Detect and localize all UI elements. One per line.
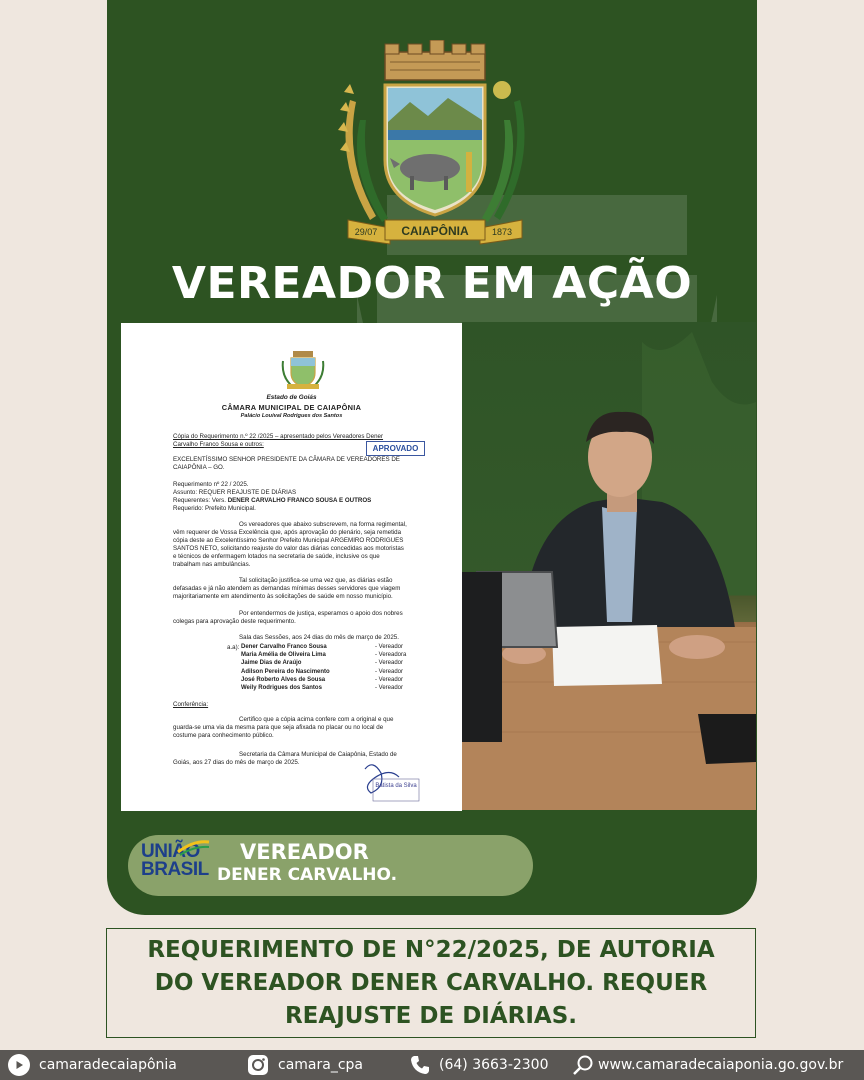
crest-date-left: 29/07 — [354, 227, 378, 237]
doc-para2-line: Tal solicitação justifica-se uma vez que, as diárias estão — [239, 577, 393, 584]
doc-secretary-line: Goiás, aos 27 dias do mês de março de 2025. — [173, 759, 300, 767]
footer-instagram[interactable] — [247, 1050, 363, 1080]
doc-para3-line: Por entendermos de justiça, esperamos o apoio dos nobres — [239, 610, 403, 617]
signatory-name: Jaime Dias de Araújo — [241, 660, 302, 667]
doc-state: Estado de Goiás — [266, 394, 317, 401]
doc-addressee-line-1: EXCELENTÍSSIMO SENHOR PRESIDENTE DA CÂMARA DE VEREADORES DE — [173, 456, 400, 463]
footer-phone[interactable] — [410, 1050, 549, 1080]
signatory-name: Maria Amélia de Oliveira Lima — [241, 652, 326, 659]
doc-para1-line: trabalham nas ambulâncias. — [173, 561, 251, 569]
doc-conference-line: costume para conhecimento público. — [173, 732, 274, 740]
doc-requesters-names: DENER CARVALHO FRANCO SOUSA E OUTROS — [227, 497, 372, 505]
caiaponia-crest-icon — [330, 40, 540, 255]
doc-secretary-line: Secretaria da Câmara Municipal de Caiapônia, Estado de — [239, 751, 397, 758]
approved-stamp: APROVADO — [366, 441, 425, 456]
party-swoosh-icon — [176, 840, 211, 856]
signatory-role: - Vereador — [375, 676, 404, 683]
contact-footer — [0, 1050, 864, 1080]
councillor-photo — [462, 322, 756, 810]
doc-header-fields — [173, 481, 435, 513]
doc-para2-line: majoritariamente em atendimento às solicitações de saúde em nosso município. — [173, 593, 393, 601]
doc-palace: Palácio Louival Rodrigues dos Santos — [240, 413, 343, 419]
doc-aa: a.a): — [227, 644, 240, 651]
footer-youtube-text: camaradecaiapônia — [39, 1057, 177, 1073]
party-logo-line2: BRASIL — [141, 859, 209, 880]
doc-chamber: CÂMARA MUNICIPAL DE CAIAPÔNIA — [221, 403, 362, 412]
doc-requesters-label: Requerentes: Vers. — [173, 497, 226, 505]
councillor-photo-illustration — [462, 322, 756, 810]
doc-signatories — [227, 644, 441, 693]
doc-copy-line-2: Carvalho Franco Sousa e outros: — [173, 441, 264, 449]
doc-paragraph-1 — [173, 521, 435, 569]
search-icon — [572, 1054, 594, 1076]
requerimento-document — [121, 323, 462, 811]
signatory-role: - Vereador — [375, 660, 404, 667]
seal-text: Batista da Silva — [375, 783, 417, 789]
doc-req-number: Requerimento nº 22 / 2025. — [173, 481, 249, 488]
summary-line: REQUERIMENTO DE N°22/2025, DE AUTORIA — [147, 937, 715, 963]
doc-para1-line: SANTOS NETO, solicitando reajuste do valor das diárias concedidas aos motoristas — [173, 545, 404, 553]
signatory-role: - Vereador — [375, 644, 404, 650]
document-crest-icon — [279, 351, 327, 391]
doc-para2-line: defasadas e já não atendem as demandas mínimas desses servidores que viagem — [173, 585, 401, 593]
signatory-row — [241, 644, 441, 652]
doc-conference-text — [173, 716, 435, 740]
signatory-role: - Vereador — [375, 684, 404, 691]
doc-session-line: Sala das Sessões, aos 24 dias do mês de março de 2025. — [239, 634, 399, 641]
doc-para1-line: Os vereadores que abaixo subscrevem, na forma regimental, — [239, 521, 407, 528]
councillor-name-pill — [128, 835, 533, 896]
summary-box — [106, 928, 756, 1038]
doc-para3-line: colegas para aprovação deste requerimento. — [173, 618, 296, 626]
signatory-row — [241, 660, 441, 668]
instagram-icon — [247, 1054, 269, 1076]
signatory-name: Adilson Pereira do Nascimento — [241, 668, 330, 675]
doc-para1-line: e técnicos de enfermagem lotados na secretaria de saúde, inclusive os que — [173, 553, 380, 561]
footer-website-text: www.camaradecaiaponia.go.gov.br — [598, 1057, 844, 1073]
crest-banner-text: CAIAPÔNIA — [401, 224, 469, 238]
doc-addressee-line-2: CAIAPÔNIA – GO. — [173, 464, 225, 472]
doc-para1-line: cópia deste ao Excelentíssimo Senhor Prefeito Municipal ARGEMIRO RODRIGUES — [173, 537, 404, 545]
doc-conference-line: guarda-se uma via da mesma para que seja afixada no placar ou no local de — [173, 724, 384, 732]
party-logo-line1: UNIÃO — [141, 841, 200, 862]
signatory-row — [241, 652, 441, 660]
footer-instagram-text: camara_cpa — [278, 1057, 363, 1073]
doc-requested: Requerido: Prefeito Municipal. — [173, 505, 256, 513]
pill-role: VEREADOR — [240, 840, 369, 864]
signatory-name: Weily Rodrigues dos Santos — [241, 684, 322, 691]
doc-requesters — [173, 497, 435, 505]
signatory-role: - Vereadora — [375, 652, 407, 659]
doc-paragraph-3 — [173, 610, 435, 626]
signatory-role: - Vereador — [375, 668, 404, 675]
youtube-icon — [8, 1054, 30, 1076]
footer-website[interactable] — [572, 1050, 843, 1080]
doc-addressee — [173, 456, 435, 472]
footer-youtube[interactable] — [8, 1050, 177, 1080]
doc-copy-line-1: Cópia do Requerimento n.º 22 /2025 – apresentado pelos Vereadores Dener — [173, 433, 384, 440]
doc-paragraph-2 — [173, 577, 435, 601]
doc-subject: Assunto: REQUER REAJUSTE DE DIÁRIAS — [173, 489, 297, 497]
signatory-name: Dener Carvalho Franco Sousa — [241, 644, 327, 650]
footer-phone-text: (64) 3663-2300 — [439, 1057, 549, 1073]
doc-para1-line: vêm requerer de Vossa Excelência que, após aprovação do plenário, seja remetida — [173, 529, 402, 537]
summary-line: DO VEREADOR DENER CARVALHO. REQUER — [154, 970, 708, 996]
signatory-row — [241, 677, 441, 685]
signature-seal-icon — [359, 757, 421, 805]
signatory-row — [241, 669, 441, 677]
crest-date-right: 1873 — [491, 227, 513, 237]
pill-name: DENER CARVALHO. — [217, 865, 398, 885]
doc-conference-line: Certifico que a cópia acima confere com a original e que — [239, 716, 394, 723]
signatory-row — [241, 685, 441, 693]
doc-conference-title: Conferência: — [173, 701, 209, 708]
signatory-name: José Roberto Alves de Sousa — [241, 676, 326, 683]
summary-line: REAJUSTE DE DIÁRIAS. — [284, 1003, 578, 1029]
page-headline: VEREADOR EM AÇÃO — [171, 258, 693, 309]
phone-icon — [410, 1055, 430, 1075]
